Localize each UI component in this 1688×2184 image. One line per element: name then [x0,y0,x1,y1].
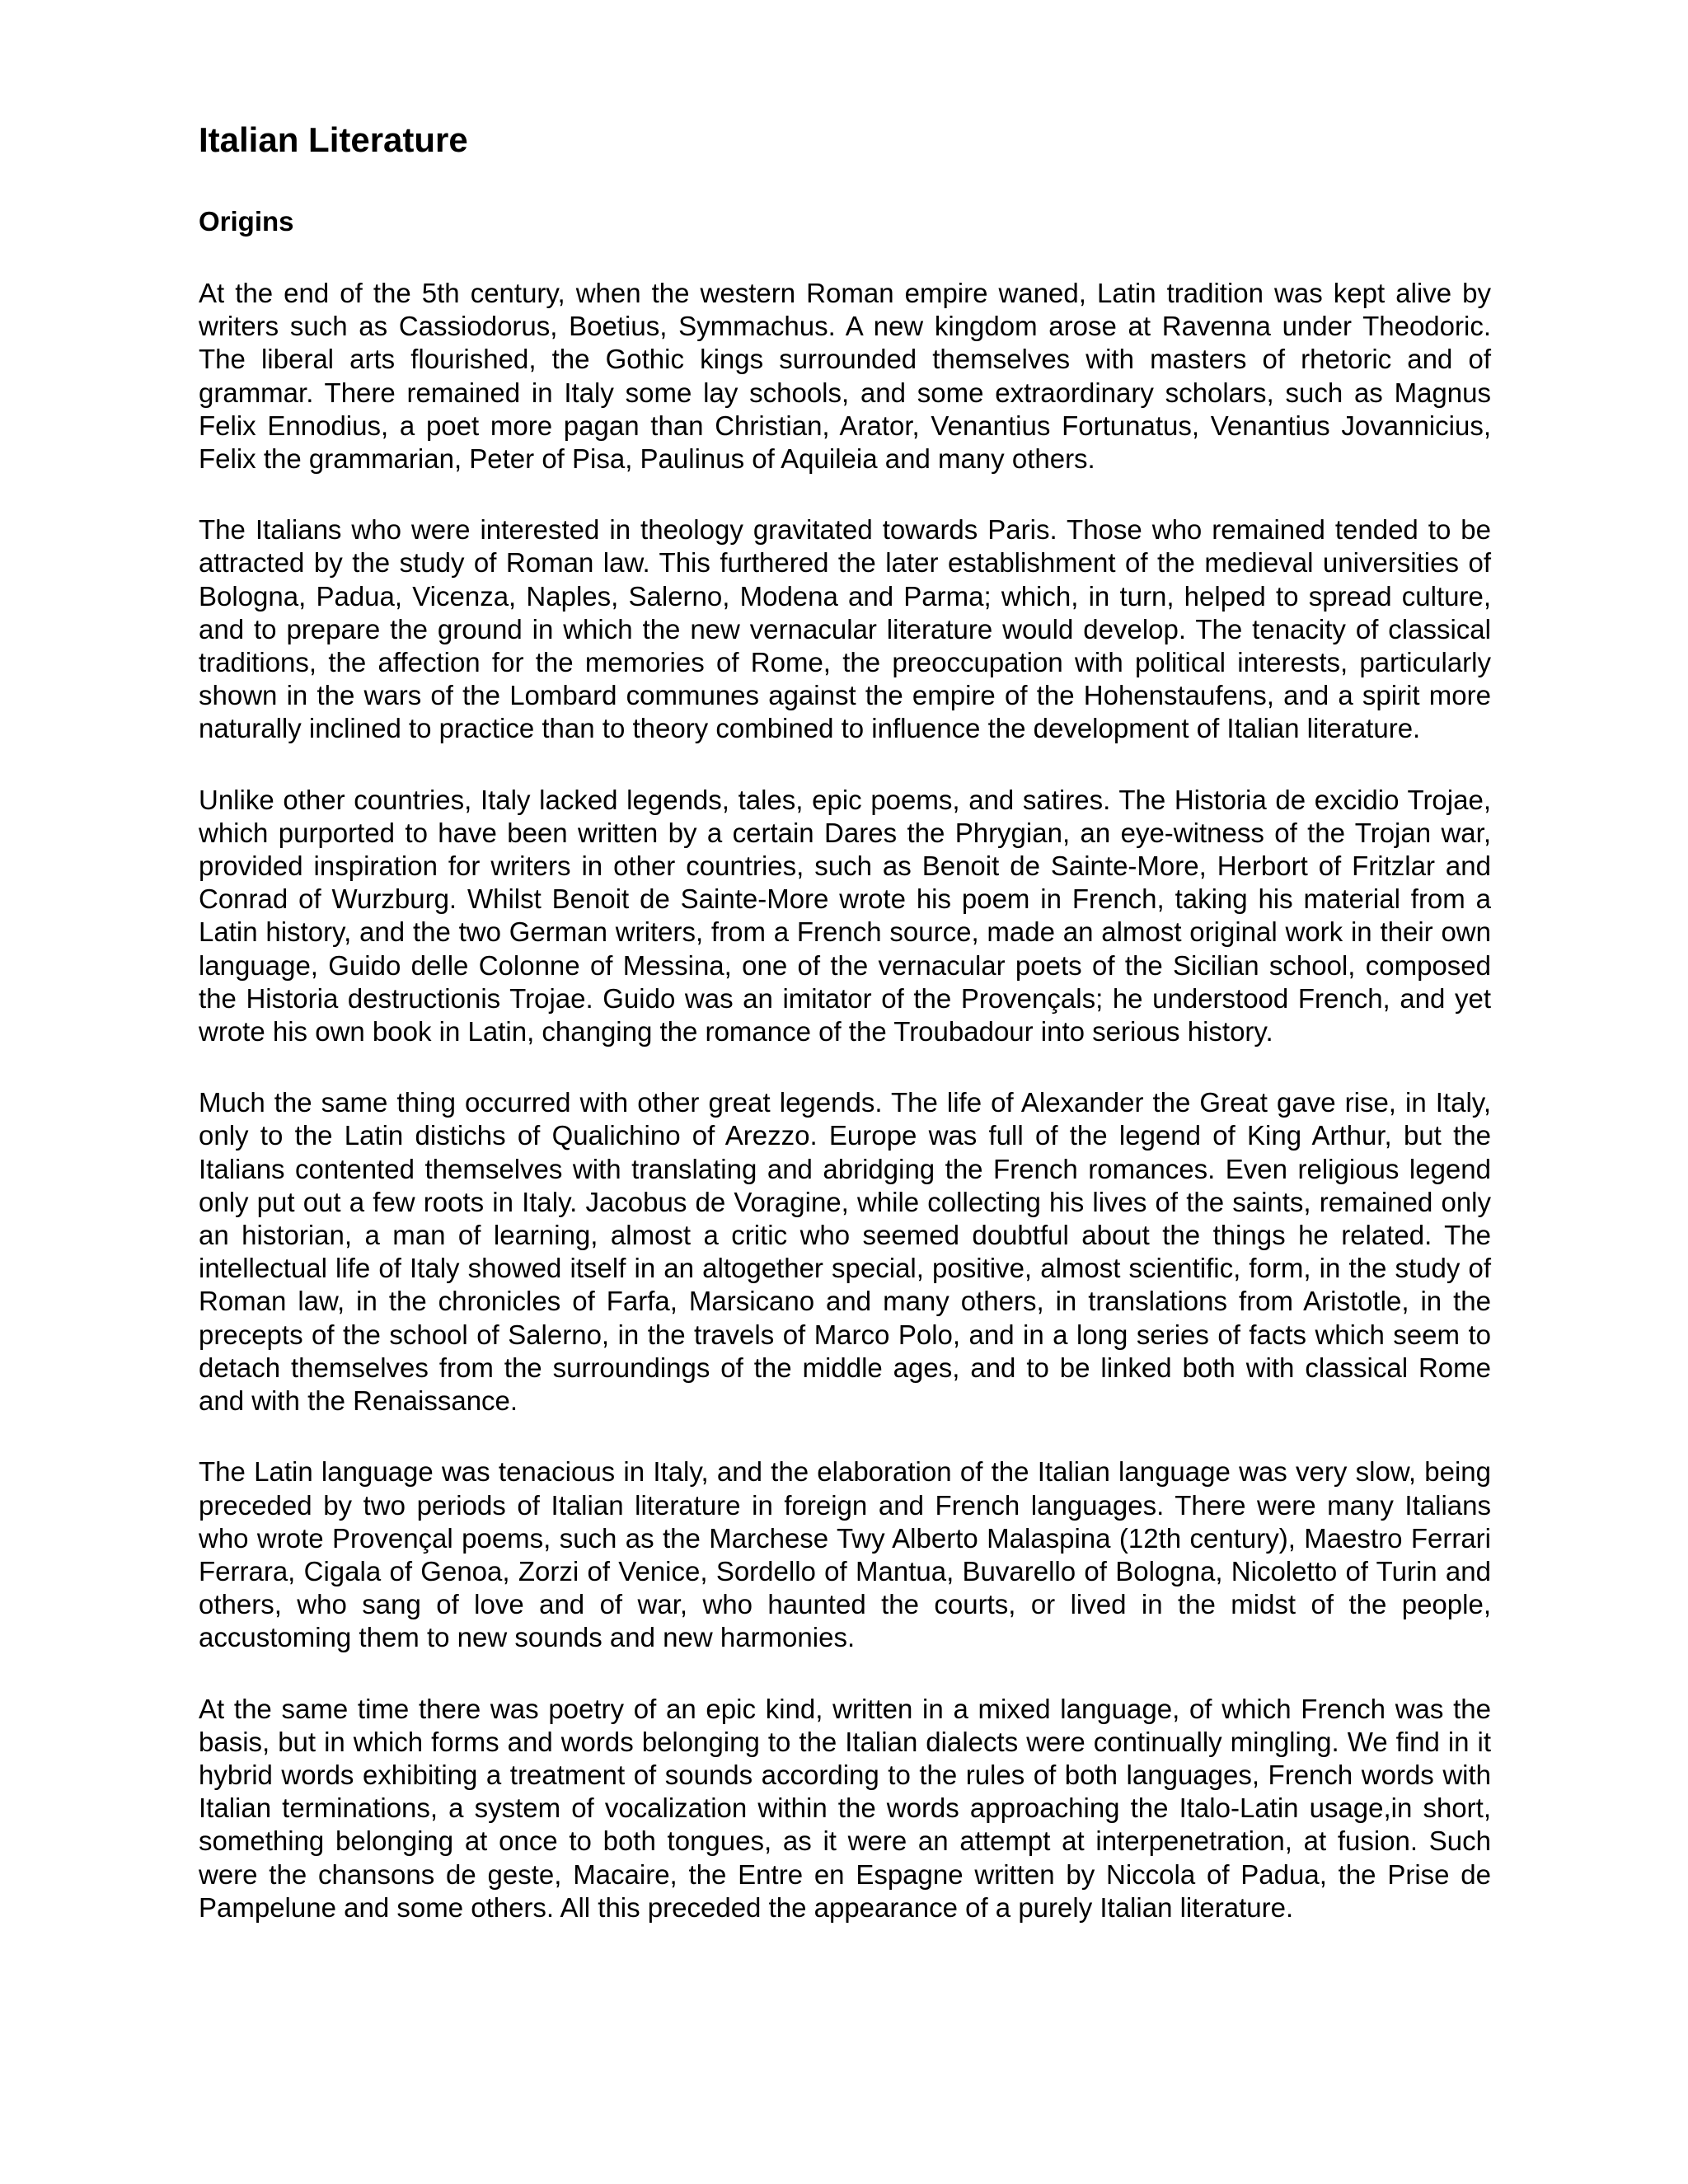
paragraph: The Latin language was tenacious in Italy, and the elaboration of the Italian language was very slow, being preceded by two periods of Italian literature in foreign and French languages. There were many Italians who wrote Provençal poems, such as the Marchese Twy Alberto Malaspina (12th century), Maestro Ferrari Ferrara, Cigala of Genoa, Zorzi of Venice, Sordello of Mantua, Buvarello of Bologna, Nicoletto of Turin and others, who sang of love and of war, who haunted the courts, or lived in the midst of the people, accustoming them to new sounds and new harmonies. [199,1456,1491,1653]
paragraph: The Italians who were interested in theology gravitated towards Paris. Those who remained tended to be attracted by the study of Roman law. This furthered the later establishment of the medieval universities of Bologna, Padua, Vicenza, Naples, Salerno, Modena and Parma; which, in turn, helped to spread culture, and to prepare the ground in which the new vernacular literature would develop. The tenacity of classical traditions, the affection for the memories of Rome, the preoccupation with political interests, particularly shown in the wars of the Lombard communes against the empire of the Hohenstaufens, and a spirit more naturally inclined to practice than to theory combined to influence the development of Italian literature. [199,514,1491,744]
paragraph: At the end of the 5th century, when the western Roman empire waned, Latin tradition was kept alive by writers such as Cassiodorus, Boetius, Symmachus. A new kingdom arose at Ravenna under Theodoric. The liberal arts flourished, the Gothic kings surrounded themselves with masters of rhetoric and of grammar. There remained in Italy some lay schools, and some extraordinary scholars, such as Magnus Felix Ennodius, a poet more pagan than Christian, Arator, Venantius Fortunatus, Venantius Jovannicius, Felix the grammarian, Peter of Pisa, Paulinus of Aquileia and many others. [199,278,1491,475]
paragraph: Much the same thing occurred with other great legends. The life of Alexander the Great gave rise, in Italy, only to the Latin distichs of Qualichino of Arezzo. Europe was full of the legend of King Arthur, but the Italians contented themselves with translating and abridging the French romances. Even religious legend only put out a few roots in Italy. Jacobus de Voragine, while collecting his lives of the saints, remained only an historian, a man of learning, almost a critic who seemed doubtful about the things he related. The intellectual life of Italy showed itself in an altogether special, positive, almost scientific, form, in the study of Roman law, in the chronicles of Farfa, Marsicano and many others, in translations from Aristotle, in the precepts of the school of Salerno, in the travels of Marco Polo, and in a long series of facts which seem to detach themselves from the surroundings of the middle ages, and to be linked both with classical Rome and with the Renaissance. [199,1087,1491,1417]
paragraph: At the same time there was poetry of an epic kind, written in a mixed language, of which French was the basis, but in which forms and words belonging to the Italian dialects were continually mingling. We find in it hybrid words exhibiting a treatment of sounds according to the rules of both languages, French words with Italian terminations, a system of vocalization within the words approaching the Italo-Latin usage,in short, something belonging at once to both tongues, as it were an attempt at interpenetration, at fusion. Such were the chansons de geste, Macaire, the Entre en Espagne written by Niccola of Padua, the Prise de Pampelune and some others. All this preceded the appearance of a purely Italian literature. [199,1693,1491,1923]
document-body [199,277,1491,1962]
document-title: Italian Literature [199,120,468,159]
paragraph: Unlike other countries, Italy lacked legends, tales, epic poems, and satires. The Historia de excidio Trojae, which purported to have been written by a certain Dares the Phrygian, an eye-witness of the Trojan war, provided inspiration for writers in other countries, such as Benoit de Sainte-More, Herbort of Fritzlar and Conrad of Wurzburg. Whilst Benoit de Sainte-More wrote his poem in French, taking his material from a Latin history, and the two German writers, from a French source, made an almost original work in their own language, Guido delle Colonne of Messina, one of the vernacular poets of the Sicilian school, composed the Historia destructionis Trojae. Guido was an imitator of the Provençals; he understood French, and yet wrote his own book in Latin, changing the romance of the Troubadour into serious history. [199,784,1491,1047]
section-heading: Origins [199,206,294,237]
